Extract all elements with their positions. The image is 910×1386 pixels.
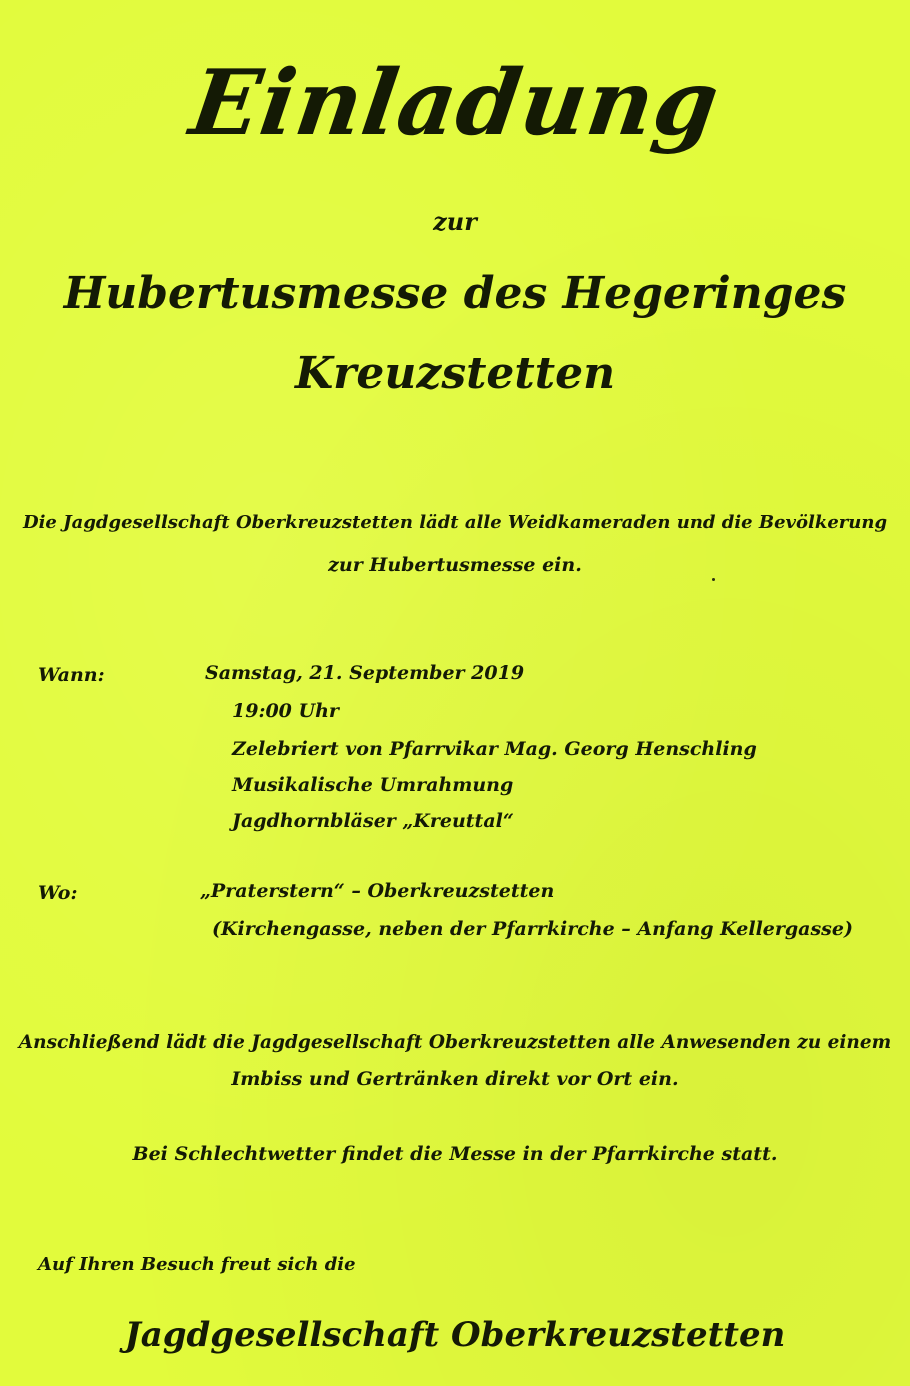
intro-line-2: zur Hubertusmesse ein. — [328, 554, 582, 576]
heading-line-2: Kreuzstetten — [294, 348, 616, 399]
intro-line-1: Die Jagdgesellschaft Oberkreuzstetten lädt alle Weidkameraden und die Bevölkerung — [22, 512, 888, 533]
closing-line: Auf Ihren Besuch freut sich die — [38, 1254, 356, 1275]
wann-label: Wann: — [38, 664, 105, 686]
event-place: „Praterstern“ – Oberkreuzstetten — [200, 880, 555, 902]
event-music: Musikalische Umrahmung — [232, 774, 514, 796]
invitation-title: Einladung — [184, 50, 726, 156]
heading-line-1: Hubertusmesse des Hegeringes — [63, 268, 847, 319]
event-place-detail: (Kirchengasse, neben der Pfarrkirche – Anfang Kellergasse) — [212, 918, 853, 940]
event-date: Samstag, 21. September 2019 — [205, 662, 525, 684]
weather-note: Bei Schlechtwetter findet die Messe in der Pfarrkirche statt. — [132, 1143, 778, 1165]
signature: Jagdgesellschaft Oberkreuzstetten — [124, 1315, 786, 1355]
event-time: 19:00 Uhr — [232, 700, 339, 722]
wo-label: Wo: — [38, 882, 78, 904]
paper-speck — [712, 578, 715, 581]
after-line-1: Anschließend lädt die Jagdgesellschaft Oberkreuzstetten alle Anwesenden zu einem — [18, 1032, 892, 1053]
event-band: Jagdhornbläser „Kreuttal“ — [232, 810, 514, 832]
event-celebrant: Zelebriert von Pfarrvikar Mag. Georg Henschling — [232, 738, 757, 760]
after-line-2: Imbiss und Gertränken direkt vor Ort ein. — [231, 1068, 679, 1090]
zur-label: zur — [433, 207, 477, 236]
